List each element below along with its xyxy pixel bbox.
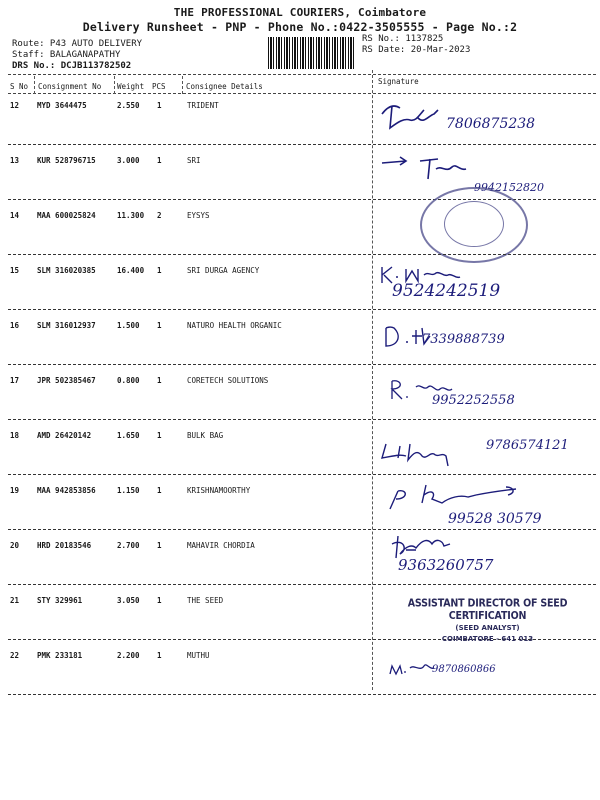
- row-consignee: SRI: [187, 156, 201, 165]
- row-sno: 20: [10, 541, 20, 550]
- row-consignee: SRI DURGA AGENCY: [187, 266, 260, 275]
- row-weight: 16.400: [117, 266, 145, 275]
- row-consignment: MAA 942853856: [37, 486, 96, 495]
- row-pcs: 1: [157, 486, 162, 495]
- signature-phone: 9786574121: [486, 438, 569, 453]
- col-sno: S No: [10, 82, 29, 91]
- row-weight: 1.150: [117, 486, 140, 495]
- row-sno: 19: [10, 486, 20, 495]
- row-consignee: MUTHU: [187, 651, 210, 660]
- col-consignment: Consignment No: [38, 82, 102, 91]
- signature-cell: [376, 426, 594, 478]
- row-sno: 21: [10, 596, 20, 605]
- signature-phone: 9524242519: [392, 281, 501, 301]
- row-weight: 1.650: [117, 431, 140, 440]
- signature-phone: 9952252558: [432, 393, 515, 408]
- table-row: [0, 100, 600, 155]
- row-weight: 0.800: [117, 376, 140, 385]
- row-consignee: CORETECH SOLUTIONS: [187, 376, 269, 385]
- row-pcs: 1: [157, 431, 162, 440]
- column-divider: [182, 76, 183, 94]
- company-title: THE PROFESSIONAL COURIERS, Coimbatore: [173, 6, 427, 19]
- row-consignment: PMK 233181: [37, 651, 83, 660]
- row-consignment: AMD 26420142: [37, 431, 92, 440]
- row-divider: [8, 694, 596, 695]
- row-divider: [8, 364, 596, 365]
- row-weight: 2.200: [117, 651, 140, 660]
- row-consignee: TRIDENT: [187, 101, 219, 110]
- seed-stamp-line2: (SEED ANALYST): [455, 624, 520, 632]
- row-sno: 17: [10, 376, 20, 385]
- row-sno: 18: [10, 431, 20, 440]
- row-consignee: THE SEED: [187, 596, 224, 605]
- signature-cell: [376, 96, 594, 148]
- row-consignment: SLM 316020385: [37, 266, 96, 275]
- row-consignment: MAA 600025824: [37, 211, 96, 220]
- col-weight: Weight: [117, 82, 145, 91]
- row-weight: 3.000: [117, 156, 140, 165]
- signature-phone: 99528 30579: [448, 511, 542, 527]
- column-divider: [114, 76, 115, 94]
- signature-cell: [376, 261, 594, 313]
- row-consignee: BULK BAG: [187, 431, 224, 440]
- row-pcs: 2: [157, 211, 162, 220]
- row-sno: 16: [10, 321, 20, 330]
- route-label: Route: P43 AUTO DELIVERY: [12, 39, 143, 49]
- row-sno: 15: [10, 266, 20, 275]
- row-pcs: 1: [157, 101, 162, 110]
- row-pcs: 1: [157, 541, 162, 550]
- row-consignee: MAHAVIR CHORDIA: [187, 541, 255, 550]
- table-row: [0, 650, 600, 705]
- row-weight: 2.550: [117, 101, 140, 110]
- row-divider: [8, 419, 596, 420]
- table-top-line: [8, 74, 596, 75]
- signature-cell: [376, 371, 594, 423]
- signature-phone: 7806875238: [446, 116, 536, 132]
- table-row: [0, 320, 600, 375]
- row-divider: [8, 144, 596, 145]
- signature-cell: [376, 316, 594, 368]
- row-pcs: 1: [157, 266, 162, 275]
- seed-stamp-line1: ASSISTANT DIRECTOR OF SEED CERTIFICATION: [407, 597, 568, 623]
- row-divider: [8, 309, 596, 310]
- row-sno: 12: [10, 101, 20, 110]
- signature-cell: [376, 536, 594, 588]
- signature-phone: 9870860866: [432, 664, 496, 675]
- row-weight: 3.050: [117, 596, 140, 605]
- row-consignee: NATURO HEALTH ORGANIC: [187, 321, 282, 330]
- row-weight: 11.300: [117, 211, 145, 220]
- row-consignment: SLM 316012937: [37, 321, 96, 330]
- row-sno: 14: [10, 211, 20, 220]
- signature-cell: [376, 646, 594, 698]
- row-pcs: 1: [157, 376, 162, 385]
- table-row: [0, 540, 600, 595]
- runsheet-subtitle: Delivery Runsheet - PNP - Phone No.:0422-3505555 - Page No.:2: [82, 20, 518, 34]
- table-row: [0, 375, 600, 430]
- table-row: [0, 210, 600, 265]
- rs-number: RS No.: 1137825: [362, 34, 444, 44]
- column-divider: [34, 76, 35, 94]
- col-signature: Signature: [378, 77, 419, 86]
- table-row: [0, 265, 600, 320]
- barcode-icon: [268, 37, 354, 69]
- row-pcs: 1: [157, 321, 162, 330]
- row-consignment: MYD 3644475: [37, 101, 87, 110]
- row-divider: [8, 254, 596, 255]
- row-divider: [8, 474, 596, 475]
- col-consignee: Consignee Details: [186, 82, 263, 91]
- row-consignment: HRD 20183546: [37, 541, 92, 550]
- staff-label: Staff: BALAGANAPATHY: [12, 50, 121, 60]
- table-row: [0, 485, 600, 540]
- header-bottom-line: [8, 93, 596, 94]
- row-pcs: 1: [157, 651, 162, 660]
- row-consignment: STY 329961: [37, 596, 83, 605]
- col-pcs: PCS: [152, 82, 166, 91]
- drs-number: DRS No.: DCJB113782502: [12, 61, 132, 71]
- row-divider: [8, 529, 596, 530]
- route-info: [12, 39, 142, 72]
- row-divider: [8, 584, 596, 585]
- row-consignee: EYSYS: [187, 211, 210, 220]
- signature-phone: 7339888739: [422, 332, 505, 347]
- row-pcs: 1: [157, 596, 162, 605]
- row-weight: 2.700: [117, 541, 140, 550]
- seed-certification-stamp: [380, 599, 595, 643]
- row-sno: 13: [10, 156, 20, 165]
- row-consignment: KUR 528796715: [37, 156, 96, 165]
- row-consignment: JPR 502385467: [37, 376, 96, 385]
- rs-date: RS Date: 20-Mar-2023: [362, 45, 471, 55]
- row-consignee: KRISHNAMOORTHY: [187, 486, 251, 495]
- signature-cell: [376, 481, 594, 533]
- row-sno: 22: [10, 651, 20, 660]
- table-row: [0, 430, 600, 485]
- rs-info: [362, 34, 470, 56]
- signature-phone: 9363260757: [398, 556, 494, 574]
- seed-stamp-line3: COIMBATORE - 641 013: [441, 635, 534, 643]
- row-pcs: 1: [157, 156, 162, 165]
- row-weight: 1.500: [117, 321, 140, 330]
- signature-phone: 9942152820: [474, 181, 544, 194]
